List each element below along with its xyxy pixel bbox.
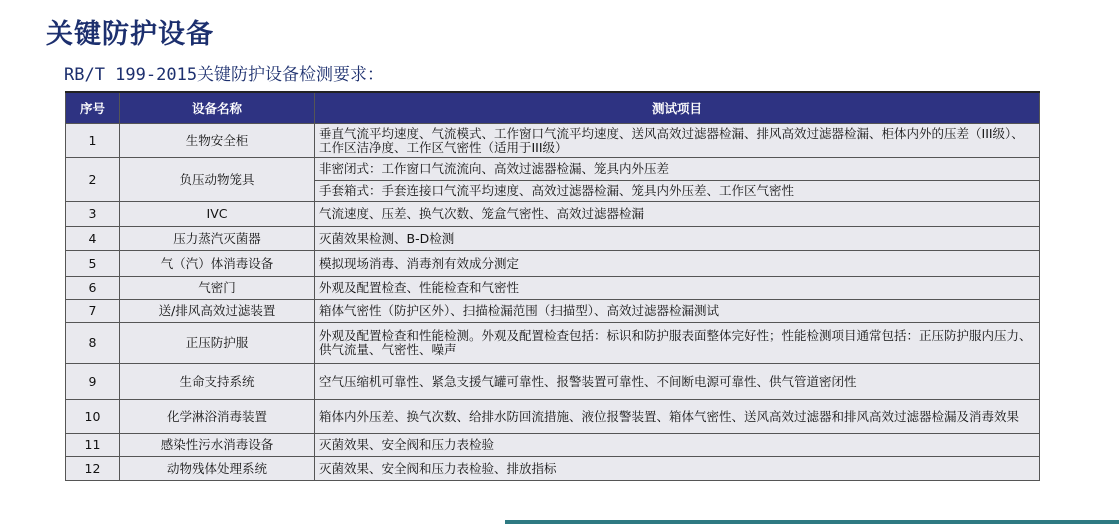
- requirements-table: [65, 91, 1040, 481]
- table-row: [66, 227, 1040, 251]
- row-no: 3: [66, 202, 120, 227]
- table-row: [66, 300, 1040, 323]
- bottom-accent-line: [505, 520, 1119, 524]
- table-row: [66, 323, 1040, 364]
- device-name: 气（汽）体消毒设备: [120, 251, 315, 277]
- table-row: [66, 124, 1040, 158]
- row-no: 7: [66, 300, 120, 323]
- row-no: 2: [66, 158, 120, 202]
- test-items: 模拟现场消毒、消毒剂有效成分测定: [315, 251, 1040, 277]
- table-row: [66, 158, 1040, 181]
- row-no: 11: [66, 434, 120, 457]
- standard-subtitle: RB/T 199-2015关键防护设备检测要求：: [64, 65, 385, 85]
- test-items: 箱体内外压差、换气次数、给排水防回流措施、液位报警装置、箱体气密性、送风高效过滤器和排风高效过滤器检漏及消毒效果: [315, 400, 1040, 434]
- table-row: [66, 434, 1040, 457]
- table-row: [66, 277, 1040, 300]
- header-device-name: 设备名称: [120, 92, 315, 124]
- table-row: [66, 364, 1040, 400]
- header-no: 序号: [66, 92, 120, 124]
- device-name: 送/排风高效过滤装置: [120, 300, 315, 323]
- device-name: 气密门: [120, 277, 315, 300]
- header-test-items: 测试项目: [315, 92, 1040, 124]
- test-items: 空气压缩机可靠性、紧急支援气罐可靠性、报警装置可靠性、不间断电源可靠性、供气管道密闭性: [315, 364, 1040, 400]
- row-no: 8: [66, 323, 120, 364]
- row-no: 9: [66, 364, 120, 400]
- row-no: 6: [66, 277, 120, 300]
- row-no: 10: [66, 400, 120, 434]
- row-no: 1: [66, 124, 120, 158]
- device-name: 正压防护服: [120, 323, 315, 364]
- row-no: 4: [66, 227, 120, 251]
- device-name: 感染性污水消毒设备: [120, 434, 315, 457]
- table-row: [66, 400, 1040, 434]
- device-name: 动物残体处理系统: [120, 457, 315, 481]
- table-header-row: [66, 92, 1040, 124]
- device-name: 负压动物笼具: [120, 158, 315, 202]
- device-name: IVC: [120, 202, 315, 227]
- test-items: 气流速度、压差、换气次数、笼盒气密性、高效过滤器检漏: [315, 202, 1040, 227]
- test-items: 外观及配置检查和性能检测。外观及配置检查包括：标识和防护服表面整体完好性；性能检测项目通常包括：正压防护服内压力、供气流量、气密性、噪声: [315, 323, 1040, 364]
- test-items: 垂直气流平均速度、气流模式、工作窗口气流平均速度、送风高效过滤器检漏、排风高效过滤器检漏、柜体内外的压差（III级）、工作区洁净度、工作区气密性（适用于III级）: [315, 124, 1040, 158]
- device-name: 压力蒸汽灭菌器: [120, 227, 315, 251]
- test-items: 箱体气密性（防护区外）、扫描检漏范围（扫描型）、高效过滤器检漏测试: [315, 300, 1040, 323]
- device-name: 生物安全柜: [120, 124, 315, 158]
- test-items: 灭菌效果检测、B-D检测: [315, 227, 1040, 251]
- table-row: [66, 202, 1040, 227]
- device-name: 生命支持系统: [120, 364, 315, 400]
- row-no: 12: [66, 457, 120, 481]
- table-row: [66, 457, 1040, 481]
- test-items: 灭菌效果、安全阀和压力表检验: [315, 434, 1040, 457]
- test-items: 灭菌效果、安全阀和压力表检验、排放指标: [315, 457, 1040, 481]
- row-no: 5: [66, 251, 120, 277]
- table-row: [66, 251, 1040, 277]
- test-items: 外观及配置检查、性能检查和气密性: [315, 277, 1040, 300]
- test-items: 非密闭式：工作窗口气流流向、高效过滤器检漏、笼具内外压差: [315, 158, 1040, 181]
- device-name: 化学淋浴消毒装置: [120, 400, 315, 434]
- test-items: 手套箱式：手套连接口气流平均速度、高效过滤器检漏、笼具内外压差、工作区气密性: [315, 181, 1040, 202]
- page-title: 关键防护设备: [46, 19, 214, 50]
